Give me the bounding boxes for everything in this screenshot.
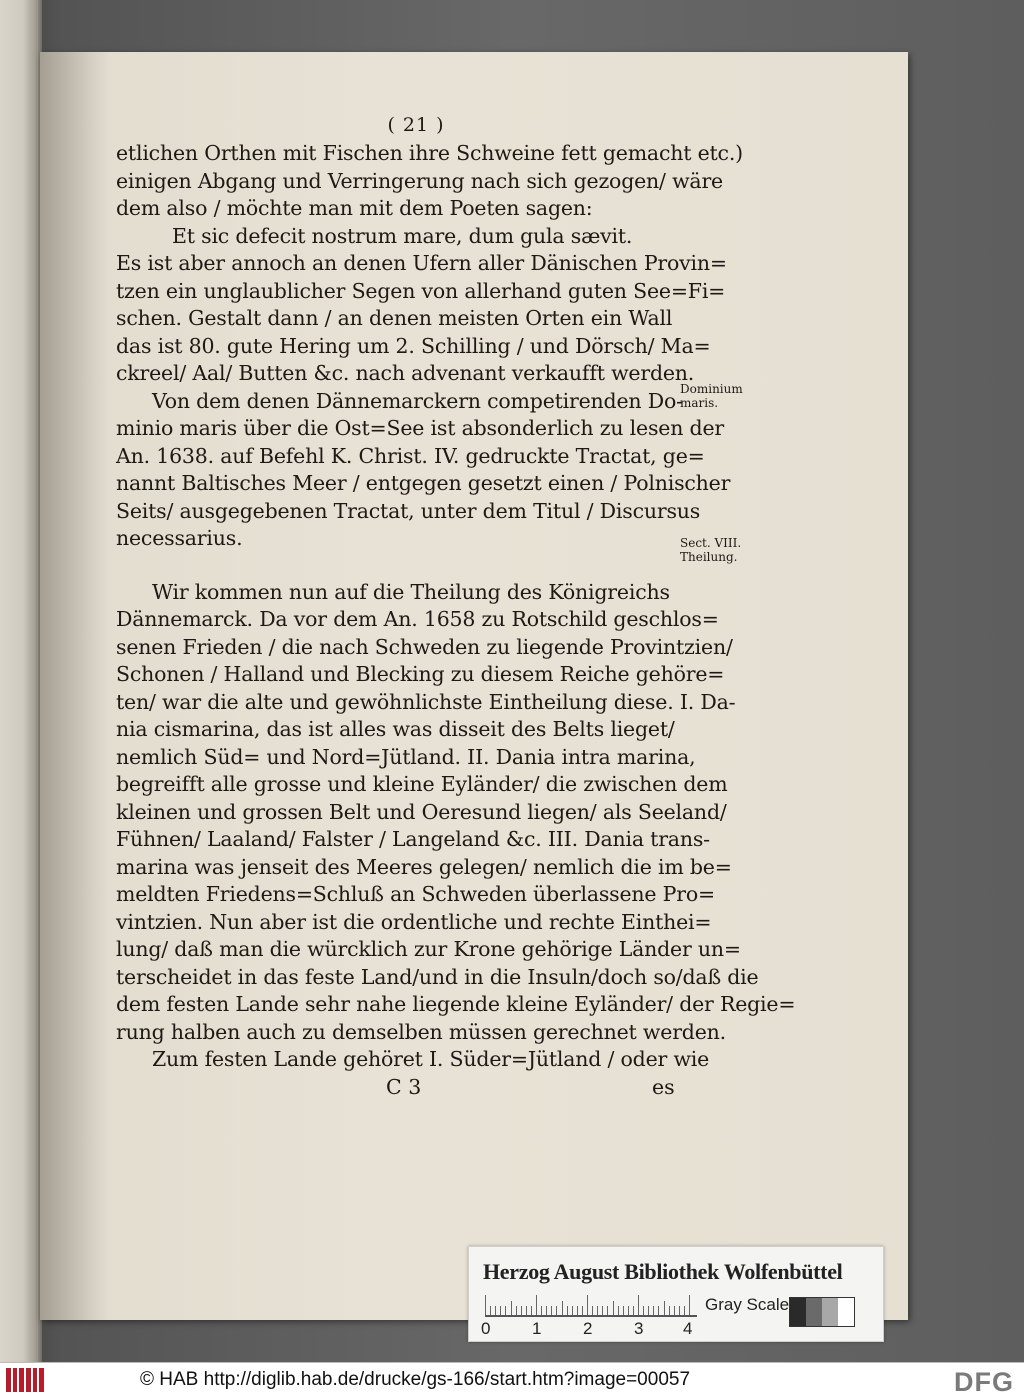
ruler-tick	[648, 1306, 649, 1315]
library-label	[468, 1246, 884, 1342]
text-line: Dännemarck. Da vor dem An. 1658 zu Rotschild geschlos=	[116, 607, 719, 631]
ruler-tick	[511, 1301, 512, 1315]
text-line: nemlich Süd= und Nord=Jütland. II. Dania intra marina,	[116, 744, 696, 769]
ruler-tick	[623, 1306, 624, 1315]
ruler-tick	[643, 1306, 644, 1315]
text-line-quote: Et sic defecit nostrum mare, dum gula sævit.	[172, 223, 633, 248]
text-line: Wir kommen nun auf die Theilung des Königreichs	[152, 579, 670, 604]
text-line: ckreel/ Aal/ Butten &c. nach advenant verkaufft werden.	[116, 361, 695, 385]
ruler-tick	[689, 1295, 690, 1315]
gray-scale-label: Gray Scale	[705, 1295, 790, 1314]
ruler-tick	[490, 1306, 491, 1315]
text-line: Seits/ ausgegebenen Tractat, unter dem Titul / Discursus	[116, 498, 701, 523]
ruler-tick	[633, 1306, 634, 1315]
text-line: etlichen Orthen mit Fischen ihre Schweine fett gemacht etc.)	[116, 141, 743, 165]
text-line: Von dem denen Dännemarckern competirenden Do-	[152, 388, 683, 413]
ruler-tick	[546, 1306, 547, 1315]
text-line: Es ist aber annoch an denen Ufern aller Dänischen Provin=	[116, 251, 727, 275]
text-line: senen Frieden / die nach Schweden zu liegende Provintzien/	[116, 634, 733, 659]
text-line: nannt Baltisches Meer / entgegen gesetzt einen / Polnischer	[116, 471, 731, 495]
ruler-number: 3	[634, 1319, 644, 1338]
ruler-tick	[541, 1306, 542, 1315]
text-line: dem festen Lande sehr nahe liegende kleine Eyländer/ der Regie=	[116, 992, 796, 1016]
ruler-number: 1	[532, 1319, 542, 1338]
footer-bar	[0, 1362, 1024, 1398]
text-line: nia cismarina, das ist alles was disseit des Belts lieget/	[116, 717, 675, 741]
margin-note-line: Theilung.	[680, 550, 738, 564]
ruler-number: 0	[481, 1319, 491, 1338]
page-header: ( 21 )	[387, 114, 445, 136]
dfg-logo: DFG	[954, 1367, 1014, 1397]
margin-note-line: Dominium	[680, 382, 743, 396]
ruler-tick	[531, 1306, 532, 1315]
margin-note-line: Sect. VIII.	[680, 536, 742, 550]
text-line: marina was jenseit des Meeres gelegen/ nemlich die im be=	[116, 854, 732, 879]
text-line: begreifft alle grosse und kleine Eyländer/ die zwischen dem	[116, 772, 728, 796]
text-line: rung halben auch zu demselben müssen gerechnet werden.	[116, 1019, 726, 1044]
fold-shadow	[40, 52, 110, 1320]
margin-note-line: maris.	[680, 396, 719, 410]
ruler-tick	[577, 1306, 578, 1315]
text-line: einigen Abgang und Verringerung nach sich gezogen/ wäre	[116, 168, 723, 193]
ruler-tick	[526, 1306, 527, 1315]
ruler-tick	[597, 1306, 598, 1315]
ruler-tick	[567, 1306, 568, 1315]
footer-copyright-url: © HAB http://diglib.hab.de/drucke/gs-166/start.htm?image=00057	[140, 1369, 691, 1390]
ruler-number: 4	[683, 1319, 693, 1338]
text-line: schen. Gestalt dann / an denen meisten Orten ein Wall	[116, 306, 673, 330]
text-line: tzen ein unglaublicher Segen von allerhand guten See=Fi=	[116, 278, 726, 303]
ruler-tick	[556, 1306, 557, 1315]
text-line: kleinen und grossen Belt und Oeresund liegen/ als Seeland/	[116, 799, 727, 824]
section-gap	[116, 553, 676, 579]
ruler-tick	[658, 1306, 659, 1315]
text-line: terscheidet in das feste Land/und in die Insuln/doch so/daß die	[116, 964, 759, 989]
signature-line	[116, 1074, 676, 1104]
ruler-tick	[618, 1306, 619, 1315]
ruler-tick	[521, 1306, 522, 1315]
text-line: An. 1638. auf Befehl K. Christ. IV. gedruckte Tractat, ge=	[116, 443, 705, 468]
ruler-tick	[679, 1306, 680, 1315]
text-line: meldten Friedens=Schluß an Schweden überlassene Pro=	[116, 882, 715, 906]
gray-scale-swatch	[789, 1297, 855, 1327]
ruler-tick	[551, 1306, 552, 1315]
text-line: ten/ war die alte und gewöhnlichste Eintheilung diese. I. Da-	[116, 689, 736, 714]
left-page-edge	[0, 0, 42, 1362]
text-line: vintzien. Nun aber ist die ordentliche und rechte Einthei=	[116, 909, 712, 934]
hab-logo-icon	[6, 1368, 44, 1392]
ruler-tick	[684, 1306, 685, 1315]
margin-note-dominium	[680, 382, 743, 410]
ruler-tick	[516, 1306, 517, 1315]
ruler-tick	[602, 1306, 603, 1315]
text-line: dem also / möchte man mit dem Poeten sagen:	[116, 196, 593, 220]
margin-note-section	[680, 536, 741, 564]
ruler-tick	[653, 1306, 654, 1315]
library-name: Herzog August Bibliothek Wolfenbüttel	[483, 1259, 843, 1284]
ruler-tick	[587, 1295, 588, 1315]
ruler-tick	[674, 1306, 675, 1315]
ruler-tick	[485, 1295, 486, 1315]
book-page	[40, 52, 908, 1320]
ruler-tick	[638, 1295, 639, 1315]
ruler-tick	[536, 1295, 537, 1315]
ruler-tick	[592, 1306, 593, 1315]
ruler-scale	[485, 1293, 697, 1317]
catchword: es	[652, 1074, 675, 1099]
text-line: Schonen / Halland und Blecking zu diesem Reiche gehöre=	[116, 662, 725, 686]
ruler-tick	[572, 1306, 573, 1315]
ruler-tick	[607, 1306, 608, 1315]
ruler-tick	[505, 1306, 506, 1315]
text-line: necessarius.	[116, 526, 243, 550]
text-line: Fühnen/ Laaland/ Falster / Langeland &c. III. Dania trans-	[116, 827, 710, 851]
ruler-tick	[495, 1306, 496, 1315]
ruler-number: 2	[583, 1319, 593, 1338]
ruler-tick	[562, 1301, 563, 1315]
ruler-tick	[582, 1306, 583, 1315]
ruler-tick	[628, 1306, 629, 1315]
ruler-tick	[664, 1301, 665, 1315]
page-signature: C 3	[386, 1074, 422, 1099]
text-line: Zum festen Lande gehöret I. Süder=Jütland / oder wie	[152, 1047, 710, 1071]
ruler-tick	[500, 1306, 501, 1315]
ruler-tick	[613, 1301, 614, 1315]
text-line: lung/ daß man die würcklich zur Krone gehörige Länder un=	[116, 937, 741, 961]
text-line: minio maris über die Ost=See ist absonderlich zu lesen der	[116, 416, 724, 440]
ruler-tick	[669, 1306, 670, 1315]
text-line: das ist 80. gute Hering um 2. Schilling / und Dörsch/ Ma=	[116, 333, 711, 358]
